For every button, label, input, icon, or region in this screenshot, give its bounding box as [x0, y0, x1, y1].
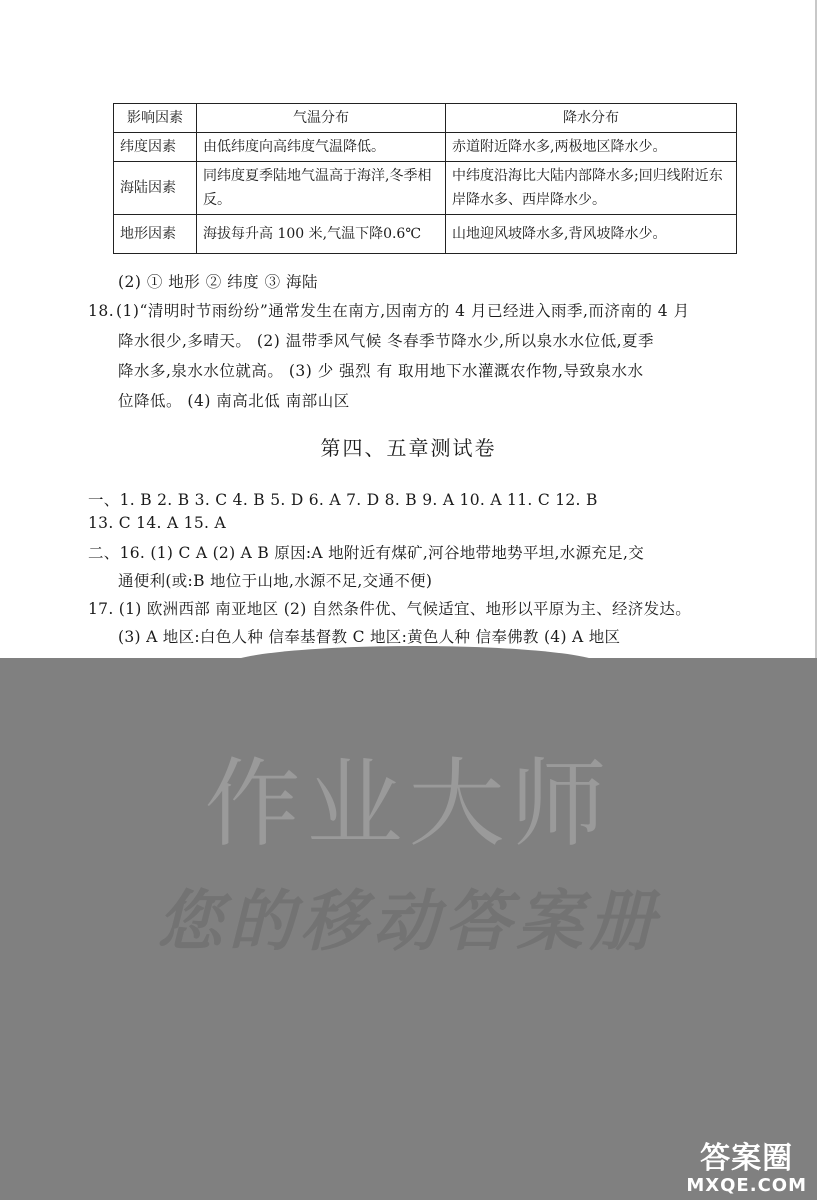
table-cell: 地形因素 — [114, 215, 197, 254]
logo-url: MXQE.COM — [686, 1175, 807, 1196]
table-cell: 纬度因素 — [114, 133, 197, 162]
table-header-row — [114, 104, 737, 133]
table-row — [114, 215, 737, 254]
logo-text: 答案圈 — [700, 1141, 794, 1176]
factors-table — [113, 103, 737, 254]
q17-answer-line: 17. (1) 欧洲西部 南亚地区 (2) 自然条件优、气候适宜、地形以平原为主、经济发达。 — [88, 600, 691, 618]
mc-answers-line: 13. C 14. A 15. A — [88, 514, 226, 532]
table-cell: 海拔每升高 100 米,气温下降0.6℃ — [197, 215, 446, 254]
q18-number: 18. — [88, 302, 115, 320]
table-row — [114, 133, 737, 162]
table-header: 影响因素 — [114, 104, 197, 133]
table-cell: 山地迎风坡降水多,背风坡降水少。 — [446, 215, 737, 254]
site-logo — [686, 1142, 807, 1196]
table-header: 气温分布 — [197, 104, 446, 133]
section-title: 第四、五章测试卷 — [320, 436, 497, 460]
q18-answer — [88, 296, 748, 416]
q18-line: 位降低。 (4) 南高北低 南部山区 — [118, 392, 350, 410]
table-cell: 由低纬度向高纬度气温降低。 — [197, 133, 446, 162]
table-cell: 中纬度沿海比大陆内部降水多;回归线附近东岸降水多、西岸降水少。 — [446, 162, 737, 215]
table-cell: 海陆因素 — [114, 162, 197, 215]
q18-line: 降水很少,多晴天。 (2) 温带季风气候 冬春季节降水少,所以泉水水位低,夏季 — [118, 332, 655, 350]
table-cell: 同纬度夏季陆地气温高于海洋,冬季相反。 — [197, 162, 446, 215]
q17-part2-answer: (2) ① 地形 ② 纬度 ③ 海陆 — [118, 273, 319, 291]
watermark-subtitle: 您的移动答案册 — [156, 883, 661, 960]
table-header: 降水分布 — [446, 104, 737, 133]
q18-line: 降水多,泉水水位就高。 (3) 少 强烈 有 取用地下水灌溉农作物,导致泉水水 — [118, 362, 644, 380]
mc-answers-line: 一、1. B 2. B 3. C 4. B 5. D 6. A 7. D 8. B 9. A 10. A 11. C 12. B — [88, 491, 598, 509]
q16-answer-line: 通便利(或:B 地位于山地,水源不足,交通不便) — [118, 572, 433, 590]
table-cell: 赤道附近降水多,两极地区降水少。 — [446, 133, 737, 162]
watermark-title: 作业大师 — [204, 748, 613, 860]
overlay-bump — [225, 646, 605, 686]
table-row — [114, 162, 737, 215]
q18-line: (1)“清明时节雨纷纷”通常发生在南方,因南方的 4 月已经进入雨季,而济南的 4 月 — [116, 302, 690, 320]
q17-answer-line: (3) A 地区:白色人种 信奉基督教 C 地区:黄色人种 信奉佛教 (4) A 地区 — [118, 628, 621, 646]
q16-answer-line: 二、16. (1) C A (2) A B 原因:A 地附近有煤矿,河谷地带地势平坦,水源充足,交 — [88, 544, 645, 562]
